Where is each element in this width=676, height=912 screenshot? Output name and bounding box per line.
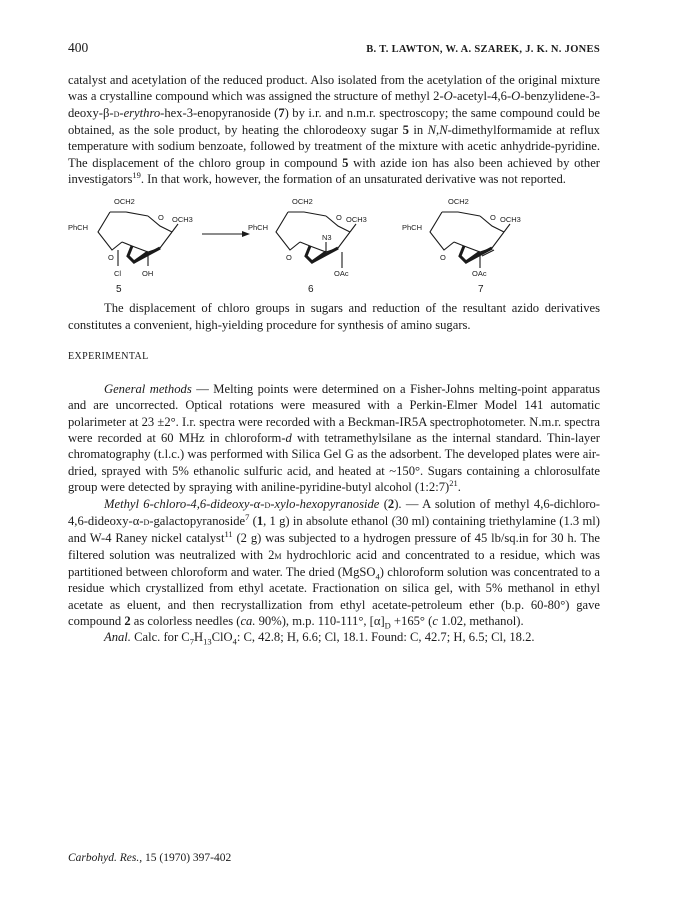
structure-figure <box>68 190 600 292</box>
chemical-structures <box>68 190 600 292</box>
label-n3: N3 <box>322 233 332 243</box>
compound-number-7: 7 <box>478 284 484 293</box>
running-head: B. T. LAWTON, W. A. SZAREK, J. K. N. JONES <box>366 44 600 55</box>
journal-footer <box>68 852 231 864</box>
label-ring-o-5: O <box>158 213 164 223</box>
label-o-5: O <box>108 253 114 263</box>
label-och3-6: OCH3 <box>346 215 367 225</box>
label-och2-5: OCH2 <box>114 197 135 207</box>
label-oh: OH <box>142 269 154 279</box>
paragraph-compound-2: Methyl 6-chloro-4,6-dideoxy-α-d-xylo-hexopyranoside (2). — A solution of methyl 4,6-dichloro-4,6-dideoxy-α-d-galactopyranoside$^7$ (1, 1 g) in absolute ethanol (30 ml) containing triethylamine (1.3 ml) and W-4 Raney nickel catalyst$^{11}$ (2 g) was subjected to a hydrogen pressure of 45 lb/sq.in for 30 h. The filtered solution was neutralized with 2m hydrochloric acid and concentrated to a residue, which was partitioned between chloroform and water. The dried (MgSO$_4$) chloroform solution was concentrated to a residue which crystallized from ethyl acetate. Fractionation on silica gel, with 5% methanol in ethyl acetate as eluent, and then recrystallization from ethyl acetate-petroleum ether (b.p. 60-80°) gave compound 2 as colorless needles (ca. 90%), m.p. 110-111°, $[\alpha]_D +165^\circ$ (c 1.02, methanol). <box>68 496 601 631</box>
journal-volume: 15 (1970) 397-402 <box>142 852 232 864</box>
paragraph-general-methods: General methods — Melting points were determined on a Fisher-Johns melting-point apparatus and are uncorrected. Optical rotations were measured with a Perkin-Elmer Model 141 automatic polarimeter at 23 ±2°. I.r. spectra were recorded with a Beckman-IR5A spectrophotometer. N.m.r. spectra were recorded at 60 MHz in chloroform-d with tetramethylsilane as the internal standard. Thin-layer chromatography (t.l.c.) was performed with Silica Gel G as the adsorbent. The developed plates were air-dried, sprayed with 5% ethanolic sulfuric acid, and heated at ~150°. Sugars containing a chlorosulfate group were detected by spraying with aniline-pyridine-butyl alcohol (1:2:7)$^{21}$. <box>68 382 600 495</box>
compound-number-6: 6 <box>308 284 314 293</box>
journal-page <box>68 40 600 646</box>
paragraph-azido: The displacement of chloro groups in sugars and reduction of the resultant azido derivatives constitutes a convenient, high-yielding procedure for synthesis of amino sugars. <box>68 301 600 332</box>
label-phch-5: PhCH <box>68 223 89 233</box>
label-o-7: O <box>440 253 446 263</box>
paragraph-continuation: catalyst and acetylation of the reduced product. Also isolated from the acetylation of the original mixture was a crystalline compound which was assigned the structure of methyl 2-O-acetyl-4,6-O-benzylidene-3-deoxy-β-d-erythro-hex-3-enopyranoside (7) by i.r. and n.m.r. spectroscopy; the same compound could be obtained, as the sole product, by heating the chlorodeoxy sugar 5 in N,N-dimethylformamide at reflux temperature with sodium benzoate, followed by treatment of the mixture with acetic anhydride-pyridine. The displacement of the chloro group in compound 5 with azide ion has also been achieved by other investigators$^{19}$. In that work, however, the formation of an unsaturated derivative was not reported. <box>68 73 600 187</box>
label-ring-o-7: O <box>490 213 496 223</box>
paragraph-analysis: Anal. Calc. for $C_7H_{13}ClO_4$: C, 42.8; H, 6.6; Cl, 18.1. Found: C, 42.7; H, 6.5; Cl, 18.2. <box>104 630 535 647</box>
label-och3-5: OCH3 <box>172 215 193 225</box>
label-phch-7: PhCH <box>402 223 423 233</box>
label-och3-7: OCH3 <box>500 215 521 225</box>
label-o-6: O <box>286 253 292 263</box>
label-oac-6: OAc <box>334 269 349 279</box>
label-ring-o-6: O <box>336 213 342 223</box>
journal-name: Carbohyd. Res., <box>68 852 143 864</box>
label-phch-6: PhCH <box>248 223 269 233</box>
page-number: 400 <box>68 40 89 55</box>
section-heading-experimental: EXPERIMENTAL <box>68 351 149 363</box>
reaction-arrow <box>202 231 250 237</box>
compound-number-5: 5 <box>116 284 122 293</box>
label-och2-6: OCH2 <box>292 197 313 207</box>
label-och2-7: OCH2 <box>448 197 469 207</box>
page-header <box>68 40 600 62</box>
label-cl: Cl <box>114 269 122 279</box>
label-oac-7: OAc <box>472 269 487 279</box>
